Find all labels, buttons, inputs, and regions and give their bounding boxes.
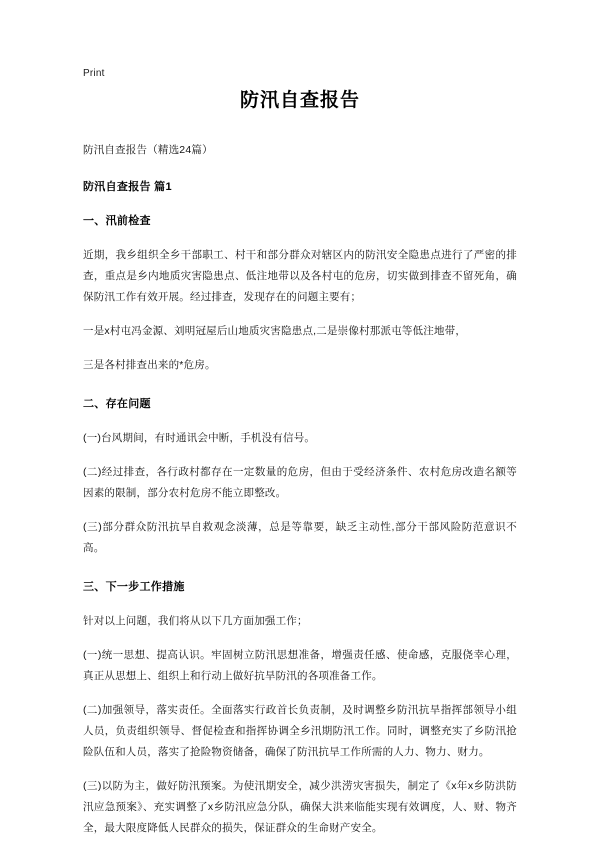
section-1-paragraph-3: 三是各村排查出来的*危房。	[83, 359, 216, 371]
section-heading-2: 二、存在问题	[83, 398, 151, 410]
print-button[interactable]: Print	[83, 68, 105, 79]
section-3-paragraph-3: (二)加强领导，落实责任。全面落实行政首长负责制，及时调整乡防汛抗旱指挥部领导小组人员，负责组织领导、督促检查和指挥协调全乡汛期防汛工作。同时，调整充实了乡防汛抢险队伍和人员，落实了抢险物资储备，确保了防汛抗旱工作所需的人力、物力、财力。	[83, 704, 517, 758]
section-3-paragraph-2: (一)统一思想、提高认识。牢固树立防汛思想准备，增强责任感、使命感，克服侥幸心理，真正从思想上、组织上和行动上做好抗旱防汛的各项准备工作。	[83, 649, 517, 682]
section-1-paragraph-2: 一是x村屯冯金源、刘明冠屋后山地质灾害隐患点,二是崇像村那派屯等低注地带，	[83, 325, 467, 337]
section-heading-1: 一、汛前检查	[83, 215, 151, 227]
article-heading: 防汛自查报告 篇1	[83, 181, 172, 193]
section-heading-3: 三、下一步工作措施	[83, 581, 185, 593]
page-title: 防汛自查报告	[239, 90, 360, 111]
section-2-paragraph-3: (三)部分群众防汛抗旱自救观念淡薄，总是等靠要，缺乏主动性,部分干部风险防范意识不高。	[83, 521, 517, 554]
section-3-paragraph-1: 针对以上问题，我们将从以下几方面加强工作；	[83, 615, 308, 627]
document-subtitle: 防汛自查报告（精选24篇）	[83, 144, 213, 156]
section-3-paragraph-4: (三)以防为主，做好防汛预案。为使汛期安全，减少洪涝灾害损失，制定了《x年x乡防洪防汛应急预案》、充实调整了x乡防汛应急分队，确保大洪来临能实现有效调度，人、财、物齐全，最大限度降低人民群众的损失，保证群众的生命财产安全。	[83, 780, 517, 834]
section-2-paragraph-2: (二)经过排查，各行政村都存在一定数量的危房，但由于受经济条件、农村危房改造名额等因素的限制，部分农村危房不能立即整改。	[83, 466, 517, 499]
document-content	[83, 88, 517, 852]
section-2-paragraph-1: (一)台风期间，有时通讯会中断，手机没有信号。	[83, 432, 316, 444]
section-1-paragraph-1: 近期，我乡组织全乡干部职工、村干和部分群众对辖区内的防汛安全隐患点进行了严密的排查，重点是乡内地质灾害隐患点、低注地带以及各村屯的危房，切实做到排查不留死角，确保防汛工作有效开展。经过排查，发现存在的问题主要有；	[83, 249, 517, 303]
